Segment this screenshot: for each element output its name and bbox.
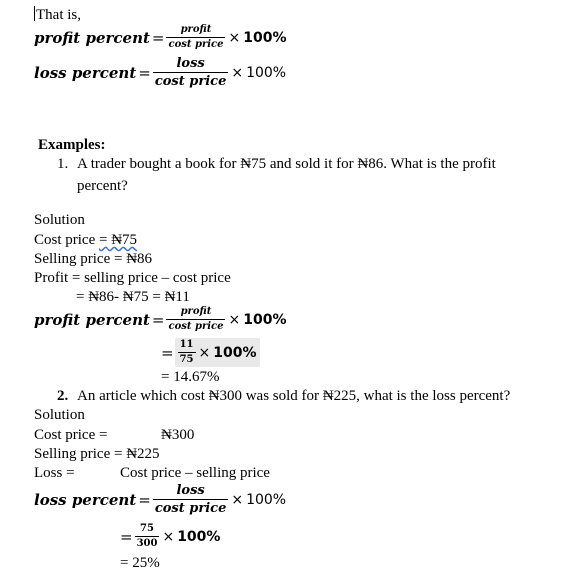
example-2-selling-price: Selling price = ₦225 <box>34 446 160 462</box>
times-sign: × <box>231 64 244 81</box>
cost-price-equals <box>99 232 137 248</box>
times-sign: × <box>228 29 241 46</box>
fraction-numerator: loss <box>176 56 205 71</box>
hundred-percent: 100% <box>243 29 287 46</box>
hundred-percent: 100% <box>246 491 287 508</box>
example-2-cost-price-label: Cost price = <box>34 427 108 443</box>
example-1-substitution <box>161 338 260 367</box>
equals-sign: = <box>120 527 133 546</box>
loss-fraction <box>153 56 229 89</box>
value-fraction <box>135 523 160 550</box>
examples-heading: Examples: <box>38 137 106 153</box>
cost-price-value: ₦75 <box>107 232 138 248</box>
times-sign: × <box>228 311 241 328</box>
intro-label: That is, <box>36 7 81 23</box>
hundred-percent: 100% <box>246 64 287 81</box>
cost-price-label: Cost price <box>34 232 99 248</box>
fraction-denominator: 300 <box>136 538 158 549</box>
example-1-selling-price: Selling price = ₦86 <box>34 251 153 267</box>
fraction-numerator: profit <box>180 24 212 35</box>
loss-percent-formula <box>34 56 286 89</box>
example-2-loss-label: Loss = <box>34 465 75 481</box>
fraction-denominator: cost price <box>154 74 227 89</box>
text-cursor <box>34 6 35 21</box>
fraction-numerator: loss <box>176 483 205 498</box>
intro-text <box>34 6 81 24</box>
equals-sign: = <box>138 490 151 509</box>
example-2-cost-price-value: ₦300 <box>161 427 195 443</box>
loss-fraction <box>153 483 229 516</box>
times-sign: × <box>231 491 244 508</box>
fraction-denominator: 75 <box>179 354 194 365</box>
hundred-percent: 100% <box>177 528 221 545</box>
example-1-solution-heading: Solution <box>34 212 85 228</box>
fraction-denominator: cost price <box>168 321 224 332</box>
profit-fraction <box>166 24 225 51</box>
profit-percent-formula <box>34 24 286 51</box>
formula-lhs: profit percent <box>34 28 150 47</box>
fraction-numerator: 75 <box>140 523 154 534</box>
fraction-numerator: 11 <box>179 339 194 350</box>
example-1-profit-formula <box>34 306 286 333</box>
hundred-percent: 100% <box>213 344 257 361</box>
example-1-profit-definition: Profit = selling price – cost price <box>34 270 231 286</box>
example-2-substitution <box>120 523 220 550</box>
hundred-percent: 100% <box>243 311 287 328</box>
example-1-question-line-1: A trader bought a book for ₦75 and sold it for ₦86. What is the profit <box>77 156 496 172</box>
times-sign: × <box>198 344 211 361</box>
equals-sign: = <box>161 343 174 362</box>
times-sign: × <box>162 528 175 545</box>
example-2-solution-heading: Solution <box>34 407 85 423</box>
fraction-numerator: profit <box>180 306 212 317</box>
equals: = <box>99 232 108 248</box>
example-1-result: = 14.67% <box>161 369 220 385</box>
example-1-question-line-2: percent? <box>77 178 128 194</box>
equals-sign: = <box>151 28 165 47</box>
example-2-number: 2. <box>57 388 69 404</box>
equals-sign: = <box>151 310 165 329</box>
example-1-number: 1. <box>57 156 69 172</box>
example-2-question: An article which cost ₦300 was sold for ₦225, what is the loss percent? <box>77 388 511 404</box>
example-2-loss-formula <box>34 483 286 516</box>
example-2-result: = 25% <box>120 555 160 571</box>
fraction-denominator: cost price <box>168 39 224 50</box>
formula-lhs: loss percent <box>34 63 137 82</box>
formula-lhs: profit percent <box>34 310 150 329</box>
highlighted-expression <box>175 338 260 367</box>
example-1-cost-price <box>34 231 137 249</box>
formula-lhs: loss percent <box>34 490 137 509</box>
profit-fraction <box>166 306 225 333</box>
equals-sign: = <box>138 63 151 82</box>
example-2-loss-definition: Cost price – selling price <box>120 465 270 481</box>
fraction-denominator: cost price <box>154 501 227 516</box>
example-1-profit-calculation: = ₦86- ₦75 = ₦11 <box>76 289 190 305</box>
value-fraction <box>178 339 196 366</box>
